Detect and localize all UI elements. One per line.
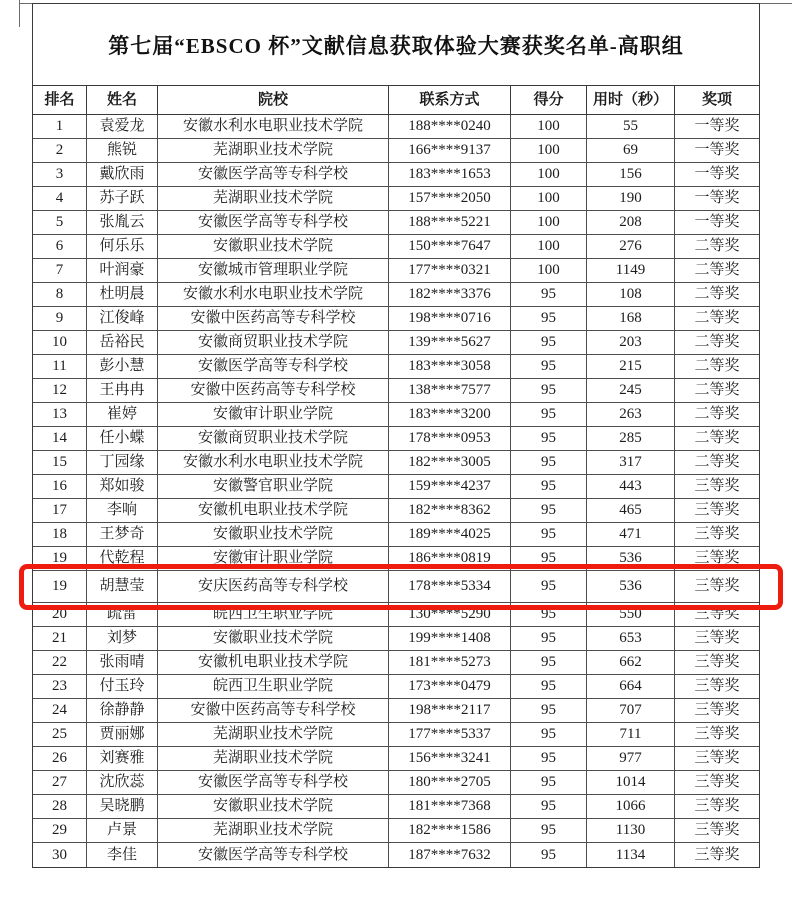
cell-score: 100: [511, 211, 587, 234]
cell-time: 245: [587, 379, 675, 402]
cell-award: 三等奖: [694, 526, 740, 542]
cell-score: 100: [511, 187, 587, 210]
table-row: [33, 747, 759, 771]
cell-school: 芜湖职业技术学院: [158, 139, 389, 162]
cell-score: 95: [511, 547, 587, 570]
cell-phone: 138****7577: [389, 379, 511, 402]
cell-rank: 24: [33, 699, 87, 722]
cell-school: 芜湖职业技术学院: [158, 723, 389, 746]
cell-rank: 1: [33, 115, 87, 138]
cell-time: 208: [587, 211, 675, 234]
cell-school: 皖西卫生职业学院: [158, 603, 389, 626]
cell-time: 711: [587, 723, 675, 746]
table-row: [33, 603, 759, 627]
cell-phone: 182****3376: [389, 283, 511, 306]
cell-award: 二等奖: [694, 382, 740, 398]
cell-score: 95: [511, 307, 587, 330]
table-row: [33, 475, 759, 499]
cell-phone: 159****4237: [389, 475, 511, 498]
cell-score: 95: [511, 571, 587, 602]
cell-school: 安徽机电职业技术学院: [158, 651, 389, 674]
cell-time: 664: [587, 675, 675, 698]
cell-time: 317: [587, 451, 675, 474]
header-award: 奖项: [701, 91, 732, 108]
cell-name: 戴欣雨: [87, 163, 158, 186]
cell-name: 熊锐: [87, 139, 158, 162]
header-time: 用时（秒）: [587, 86, 675, 114]
cell-award: 三等奖: [694, 550, 740, 566]
cell-award: 三等奖: [694, 822, 740, 838]
cell-phone: 199****1408: [389, 627, 511, 650]
cell-phone: 150****7647: [389, 235, 511, 258]
cell-school: 安徽审计职业学院: [158, 547, 389, 570]
cell-time: 471: [587, 523, 675, 546]
table-row: [33, 427, 759, 451]
table-row: [33, 819, 759, 843]
cell-score: 95: [511, 499, 587, 522]
cell-school: 安徽商贸职业技术学院: [158, 331, 389, 354]
cell-name: 苏子跃: [87, 187, 158, 210]
cell-rank: 29: [33, 819, 87, 842]
table-header-row: [33, 86, 759, 115]
cell-time: 1130: [587, 819, 675, 842]
cell-rank: 19: [33, 547, 87, 570]
cell-rank: 4: [33, 187, 87, 210]
cell-school: 安徽警官职业学院: [158, 475, 389, 498]
cell-rank: 19: [33, 571, 87, 602]
cell-name: 王梦奇: [87, 523, 158, 546]
table-row: [33, 771, 759, 795]
cell-time: 263: [587, 403, 675, 426]
cell-school: 安徽机电职业技术学院: [158, 499, 389, 522]
header-phone: 联系方式: [389, 86, 511, 114]
cell-phone: 157****2050: [389, 187, 511, 210]
cell-school: 安徽职业技术学院: [158, 523, 389, 546]
cell-school: 安徽医学高等专科学校: [158, 163, 389, 186]
cell-rank: 27: [33, 771, 87, 794]
table-row: [33, 523, 759, 547]
cell-rank: 15: [33, 451, 87, 474]
table-row: [33, 675, 759, 699]
cell-score: 100: [511, 139, 587, 162]
cell-award: 三等奖: [694, 578, 740, 594]
cell-school: 安徽城市管理职业学院: [158, 259, 389, 282]
cell-phone: 178****5334: [389, 571, 511, 602]
cell-name: 刘梦: [87, 627, 158, 650]
cell-phone: 188****0240: [389, 115, 511, 138]
cell-time: 536: [587, 571, 675, 602]
cell-name: 王冉冉: [87, 379, 158, 402]
table-body: [33, 115, 759, 867]
cell-time: 550: [587, 603, 675, 626]
cell-school: 安徽水利水电职业技术学院: [158, 451, 389, 474]
cell-award: 二等奖: [694, 310, 740, 326]
cell-award: 二等奖: [694, 358, 740, 374]
cell-time: 465: [587, 499, 675, 522]
cell-award: 一等奖: [694, 118, 740, 134]
table-row: [33, 699, 759, 723]
cell-score: 95: [511, 355, 587, 378]
cell-phone: 173****0479: [389, 675, 511, 698]
cell-score: 95: [511, 603, 587, 626]
table-row: [33, 795, 759, 819]
cell-time: 69: [587, 139, 675, 162]
cell-score: 95: [511, 403, 587, 426]
cell-time: 1134: [587, 843, 675, 867]
cell-phone: 189****4025: [389, 523, 511, 546]
cell-phone: 156****3241: [389, 747, 511, 770]
table-row: [33, 163, 759, 187]
cell-name: 郑如骏: [87, 475, 158, 498]
cell-phone: 186****0819: [389, 547, 511, 570]
cell-score: 95: [511, 771, 587, 794]
table-row: [33, 187, 759, 211]
cell-phone: 188****5221: [389, 211, 511, 234]
cell-name: 崔婷: [87, 403, 158, 426]
cell-name: 代乾程: [87, 547, 158, 570]
cell-name: 刘赛雅: [87, 747, 158, 770]
header-score: 得分: [511, 86, 587, 114]
table-row: [33, 403, 759, 427]
cell-name: 何乐乐: [87, 235, 158, 258]
cell-award: 三等奖: [694, 702, 740, 718]
cell-award: 二等奖: [694, 286, 740, 302]
cell-phone: 180****2705: [389, 771, 511, 794]
cell-time: 168: [587, 307, 675, 330]
cell-name: 张胤云: [87, 211, 158, 234]
cell-school: 安徽职业技术学院: [158, 795, 389, 818]
cell-award: 三等奖: [694, 678, 740, 694]
cell-name: 江俊峰: [87, 307, 158, 330]
cell-score: 100: [511, 115, 587, 138]
cell-name: 卢景: [87, 819, 158, 842]
cell-name: 吴晓鹏: [87, 795, 158, 818]
table-row-highlighted: [33, 571, 759, 603]
cell-rank: 9: [33, 307, 87, 330]
cell-award: 三等奖: [694, 654, 740, 670]
cell-name: 贾丽娜: [87, 723, 158, 746]
cell-name: 付玉玲: [87, 675, 158, 698]
cell-time: 215: [587, 355, 675, 378]
cell-name: 丁园缘: [87, 451, 158, 474]
cell-phone: 181****7368: [389, 795, 511, 818]
cell-phone: 182****3005: [389, 451, 511, 474]
cell-school: 安徽医学高等专科学校: [158, 211, 389, 234]
cell-time: 55: [587, 115, 675, 138]
table-row: [33, 307, 759, 331]
cell-rank: 10: [33, 331, 87, 354]
cell-time: 1066: [587, 795, 675, 818]
header-name: 姓名: [87, 86, 158, 114]
cell-rank: 3: [33, 163, 87, 186]
cell-name: 胡慧莹: [87, 571, 158, 602]
table-row: [33, 211, 759, 235]
table-row: [33, 451, 759, 475]
cell-school: 安徽医学高等专科学校: [158, 843, 389, 867]
table-row: [33, 723, 759, 747]
cell-award: 一等奖: [694, 190, 740, 206]
cell-rank: 17: [33, 499, 87, 522]
cell-school: 芜湖职业技术学院: [158, 187, 389, 210]
cell-rank: 26: [33, 747, 87, 770]
cell-rank: 25: [33, 723, 87, 746]
cell-name: 袁爱龙: [87, 115, 158, 138]
cell-award: 三等奖: [694, 750, 740, 766]
cell-time: 108: [587, 283, 675, 306]
cell-school: 安徽商贸职业技术学院: [158, 427, 389, 450]
cell-time: 443: [587, 475, 675, 498]
cell-name: 李响: [87, 499, 158, 522]
cell-score: 95: [511, 675, 587, 698]
cell-rank: 12: [33, 379, 87, 402]
cell-phone: 182****1586: [389, 819, 511, 842]
cell-rank: 16: [33, 475, 87, 498]
cell-phone: 183****3200: [389, 403, 511, 426]
cell-time: 536: [587, 547, 675, 570]
cell-award: 二等奖: [694, 262, 740, 278]
table-row: [33, 283, 759, 307]
cell-score: 95: [511, 651, 587, 674]
cell-award: 二等奖: [694, 454, 740, 470]
table-row: [33, 235, 759, 259]
cell-time: 285: [587, 427, 675, 450]
cell-score: 100: [511, 163, 587, 186]
cell-rank: 5: [33, 211, 87, 234]
cell-school: 安徽水利水电职业技术学院: [158, 115, 389, 138]
cell-phone: 198****2117: [389, 699, 511, 722]
cell-score: 100: [511, 235, 587, 258]
cell-rank: 2: [33, 139, 87, 162]
cell-time: 203: [587, 331, 675, 354]
cell-rank: 21: [33, 627, 87, 650]
cell-score: 95: [511, 795, 587, 818]
cell-award: 一等奖: [694, 142, 740, 158]
table-row: [33, 379, 759, 403]
cell-rank: 13: [33, 403, 87, 426]
cell-award: 一等奖: [694, 166, 740, 182]
cell-name: 徐静静: [87, 699, 158, 722]
cell-phone: 177****0321: [389, 259, 511, 282]
table-row: [33, 355, 759, 379]
cell-score: 95: [511, 475, 587, 498]
table-row: [33, 259, 759, 283]
cell-rank: 8: [33, 283, 87, 306]
cell-school: 安徽中医药高等专科学校: [158, 379, 389, 402]
cell-school: 安徽审计职业学院: [158, 403, 389, 426]
cell-phone: 166****9137: [389, 139, 511, 162]
cell-award: 三等奖: [694, 630, 740, 646]
cell-rank: 22: [33, 651, 87, 674]
cell-name: 张雨晴: [87, 651, 158, 674]
cell-score: 95: [511, 723, 587, 746]
cell-school: 安庆医药高等专科学校: [158, 571, 389, 602]
table-row: [33, 499, 759, 523]
cell-school: 芜湖职业技术学院: [158, 747, 389, 770]
cell-score: 95: [511, 331, 587, 354]
table-row: [33, 651, 759, 675]
cell-rank: 30: [33, 843, 87, 867]
cell-score: 95: [511, 819, 587, 842]
cell-rank: 11: [33, 355, 87, 378]
cell-score: 95: [511, 747, 587, 770]
cell-score: 95: [511, 627, 587, 650]
cell-time: 662: [587, 651, 675, 674]
table-row: [33, 115, 759, 139]
cell-rank: 20: [33, 603, 87, 626]
cell-name: 沈欣蕊: [87, 771, 158, 794]
cell-school: 安徽中医药高等专科学校: [158, 307, 389, 330]
cell-name: 李佳: [87, 843, 158, 867]
header-school: 院校: [158, 86, 389, 114]
cell-rank: 18: [33, 523, 87, 546]
cell-award: 二等奖: [694, 430, 740, 446]
cell-school: 安徽医学高等专科学校: [158, 355, 389, 378]
cell-phone: 183****1653: [389, 163, 511, 186]
cell-phone: 181****5273: [389, 651, 511, 674]
cell-score: 95: [511, 843, 587, 867]
cell-phone: 187****7632: [389, 843, 511, 867]
cell-school: 安徽水利水电职业技术学院: [158, 283, 389, 306]
cell-phone: 139****5627: [389, 331, 511, 354]
cell-time: 653: [587, 627, 675, 650]
cell-rank: 7: [33, 259, 87, 282]
cell-phone: 178****0953: [389, 427, 511, 450]
cell-name: 岳裕民: [87, 331, 158, 354]
cell-award: 三等奖: [694, 846, 740, 863]
cell-rank: 28: [33, 795, 87, 818]
left-edge-line: [19, 0, 20, 27]
table-row: [33, 547, 759, 571]
cell-award: 一等奖: [694, 214, 740, 230]
cell-award: 二等奖: [694, 406, 740, 422]
cell-award: 三等奖: [694, 478, 740, 494]
cell-score: 95: [511, 283, 587, 306]
cell-name: 叶润豪: [87, 259, 158, 282]
cell-time: 156: [587, 163, 675, 186]
cell-school: 安徽职业技术学院: [158, 235, 389, 258]
award-table: [32, 3, 760, 868]
table-row: [33, 843, 759, 867]
cell-name: 任小蝶: [87, 427, 158, 450]
cell-award: 三等奖: [694, 606, 740, 622]
cell-score: 95: [511, 451, 587, 474]
cell-score: 95: [511, 427, 587, 450]
cell-name: 杜明晨: [87, 283, 158, 306]
table-row: [33, 139, 759, 163]
cell-score: 100: [511, 259, 587, 282]
cell-score: 95: [511, 379, 587, 402]
cell-score: 95: [511, 523, 587, 546]
cell-award: 二等奖: [694, 334, 740, 350]
cell-award: 三等奖: [694, 798, 740, 814]
cell-time: 977: [587, 747, 675, 770]
cell-name: 疏雷: [87, 603, 158, 626]
cell-time: 190: [587, 187, 675, 210]
cell-time: 1014: [587, 771, 675, 794]
cell-score: 95: [511, 699, 587, 722]
cell-rank: 6: [33, 235, 87, 258]
cell-time: 1149: [587, 259, 675, 282]
cell-award: 二等奖: [694, 238, 740, 254]
cell-phone: 130****5290: [389, 603, 511, 626]
cell-school: 安徽职业技术学院: [158, 627, 389, 650]
cell-phone: 177****5337: [389, 723, 511, 746]
cell-phone: 183****3058: [389, 355, 511, 378]
header-rank: 排名: [33, 86, 87, 114]
cell-school: 芜湖职业技术学院: [158, 819, 389, 842]
cell-time: 276: [587, 235, 675, 258]
cell-award: 三等奖: [694, 502, 740, 518]
table-title: 第七届“EBSCO 杯”文献信息获取体验大赛获奖名单-高职组: [33, 4, 759, 86]
cell-school: 安徽医学高等专科学校: [158, 771, 389, 794]
table-row: [33, 627, 759, 651]
cell-school: 皖西卫生职业学院: [158, 675, 389, 698]
cell-time: 707: [587, 699, 675, 722]
cell-rank: 14: [33, 427, 87, 450]
cell-award: 三等奖: [694, 726, 740, 742]
cell-school: 安徽中医药高等专科学校: [158, 699, 389, 722]
cell-phone: 182****8362: [389, 499, 511, 522]
cell-rank: 23: [33, 675, 87, 698]
table-row: [33, 331, 759, 355]
cell-phone: 198****0716: [389, 307, 511, 330]
cell-name: 彭小慧: [87, 355, 158, 378]
cell-award: 三等奖: [694, 774, 740, 790]
